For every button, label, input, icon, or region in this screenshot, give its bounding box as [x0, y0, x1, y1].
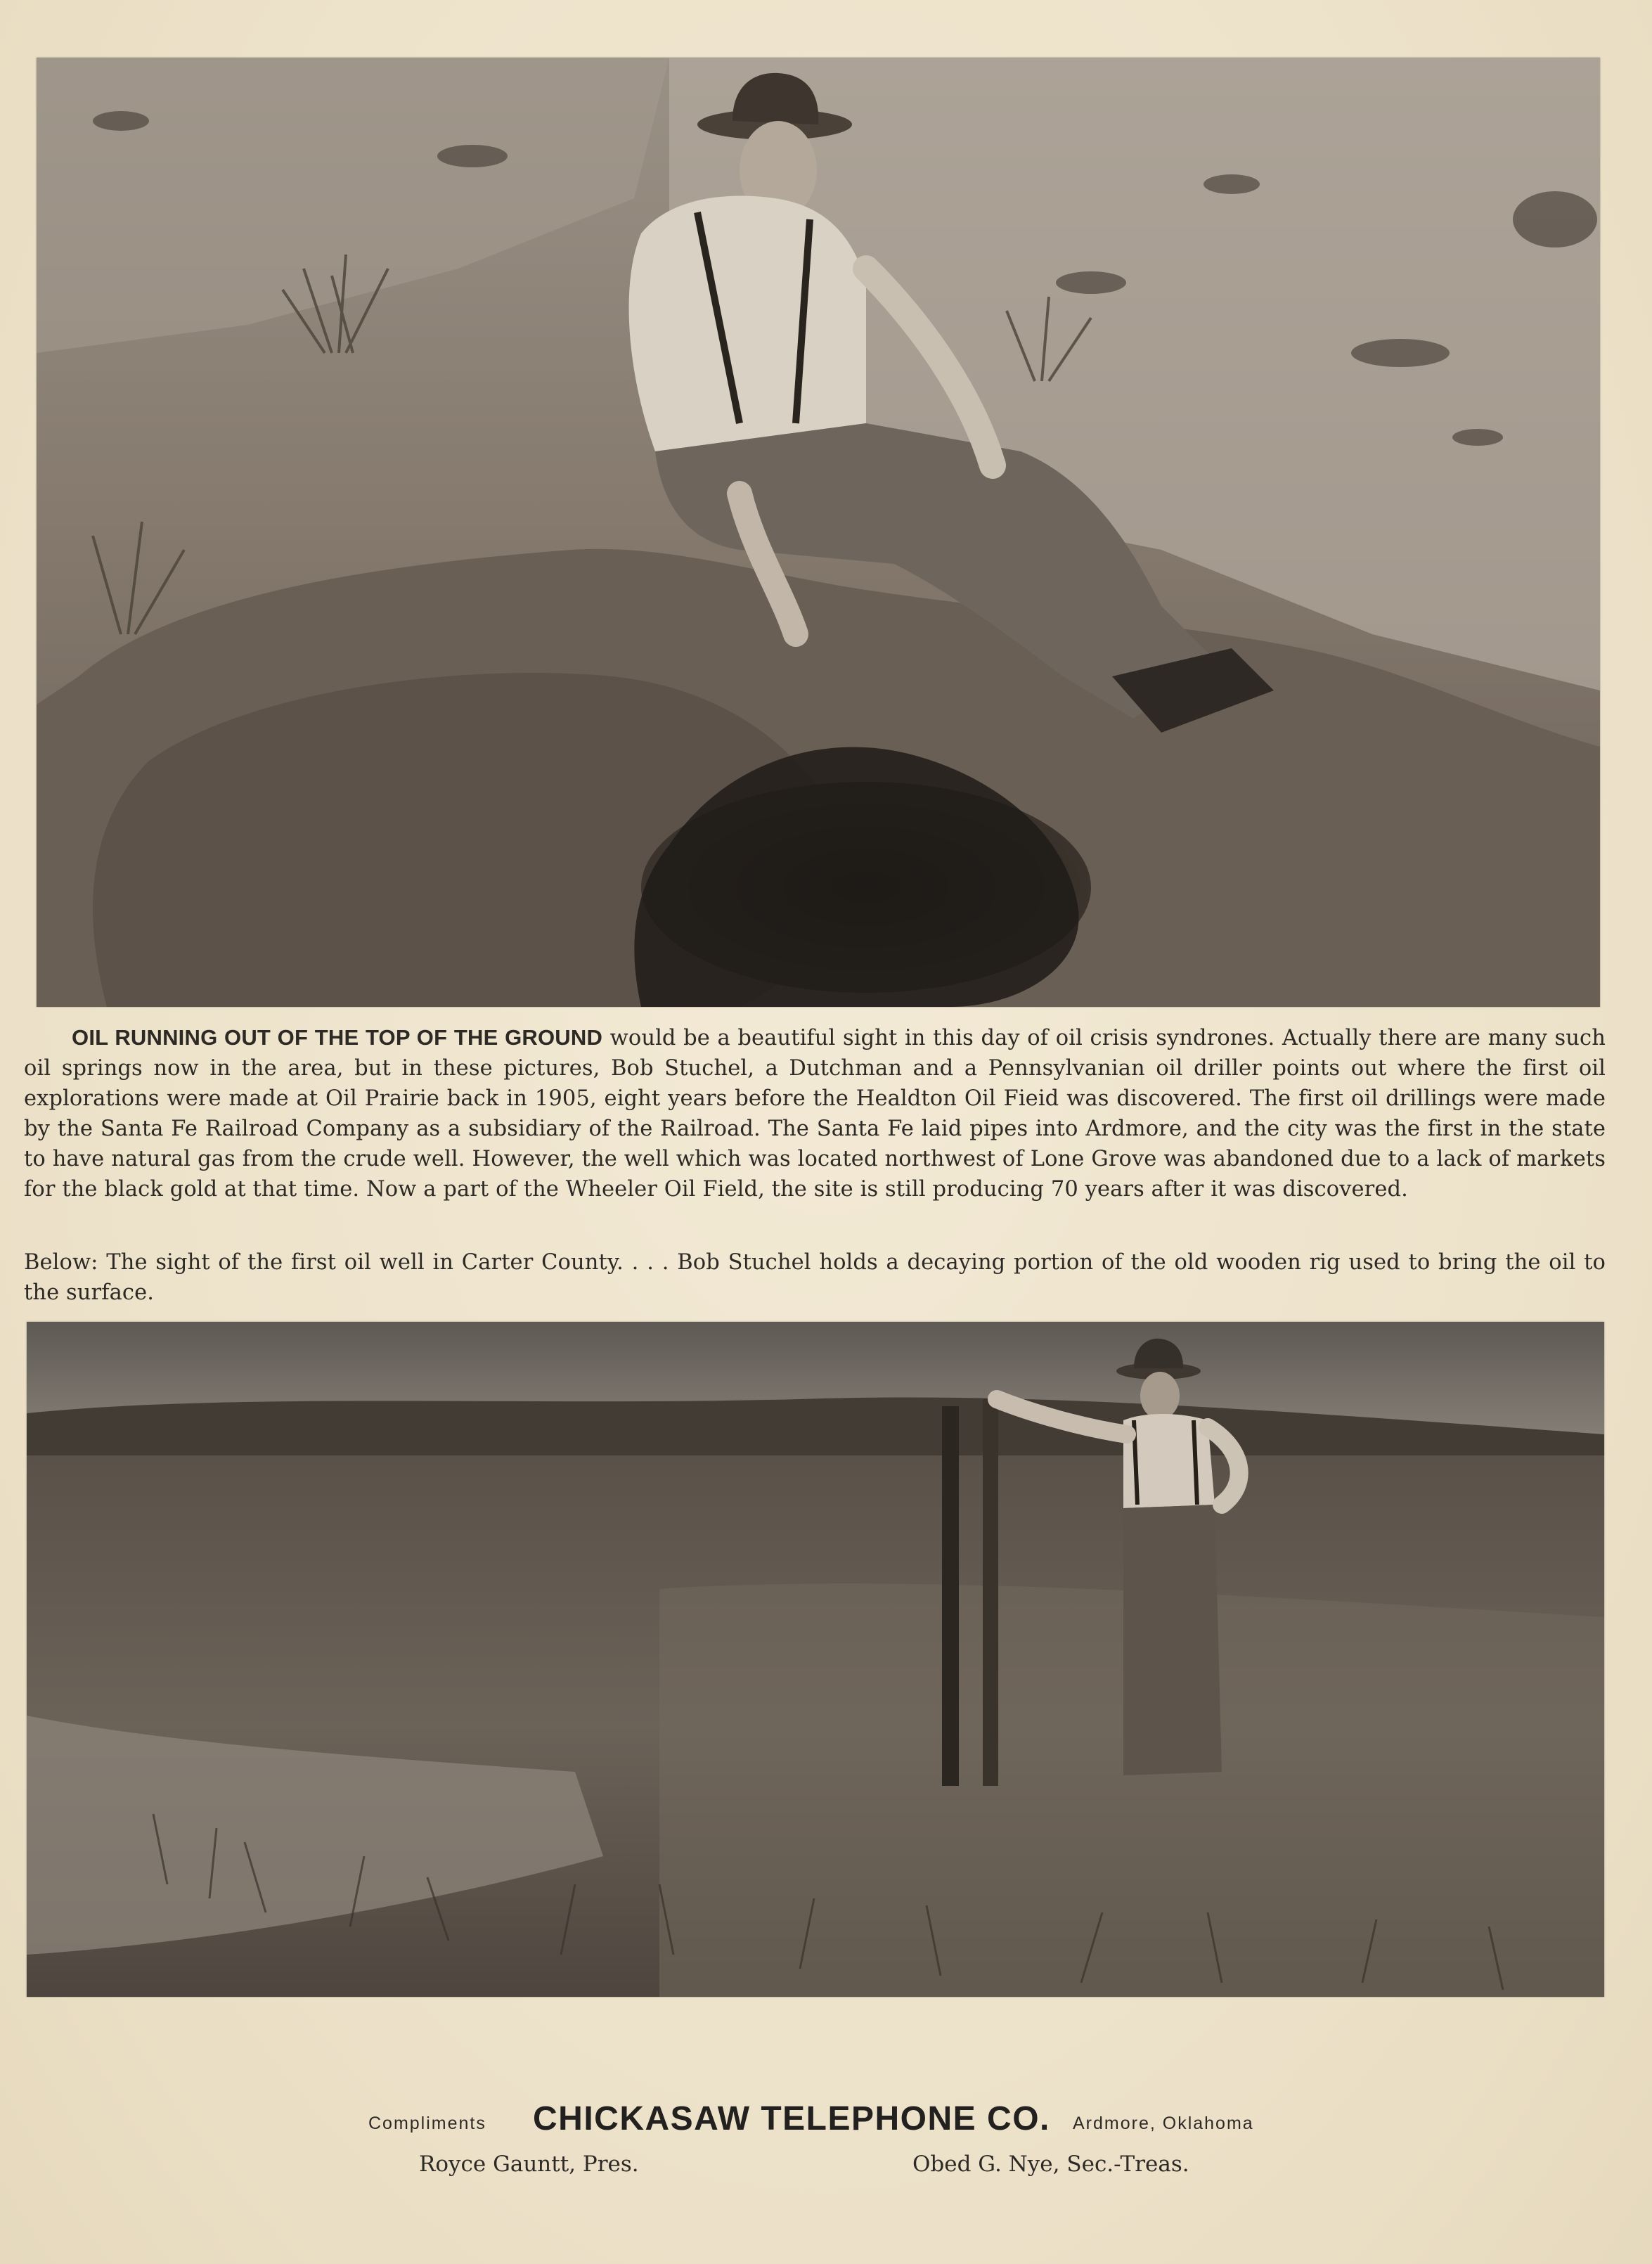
caption-body: would be a beautiful sight in this day of oil crisis syndrones. Actually there are many such oil springs now in the area, but in these pictures, Bob Stuchel, a Dutchman and a Pennsylvanian oil driller points out where the first oil explorations were made at Oil Prairie back in 1905, eight years before the Healdton Oil Fieid was discovered. The first oil drillings were made by the Santa Fe Railroad Company as a subsidiary of the Railroad. The Santa Fe laid pipes into Ardmore, and the city was the first in the state to have natural gas from the crude well. However, the well which was located northwest of Lone Grove was abandoned due to a lack of markets for the black gold at that time. Now a part of the Wheeler Oil Field, the site is still producing 70 years after it was discovered.	[24, 1026, 1606, 1202]
compliments-label: Compliments	[368, 2114, 486, 2133]
treasurer-name: Obed G. Nye, Sec.-Treas.	[912, 2152, 1189, 2177]
below-caption: Below: The sight of the first oil well in Carter County. . . . Bob Stuchel holds a decaying portion of the old wooden rig used to bring the oil to the surface.	[24, 1250, 1606, 1305]
president-name: Royce Gauntt, Pres.	[419, 2152, 639, 2177]
photo-oil-spring-image	[37, 58, 1600, 1007]
company-name: CHICKASAW TELEPHONE CO.	[533, 2100, 1050, 2137]
footer-officers-line	[0, 2152, 1652, 2187]
footer-sponsor-line	[0, 2099, 1652, 2144]
photo-first-oil-well	[27, 1322, 1604, 1997]
company-location: Ardmore, Oklahoma	[1073, 2114, 1254, 2133]
photo-oil-spring	[37, 58, 1600, 1007]
rig-post	[942, 1406, 959, 1786]
main-caption	[24, 1022, 1606, 1204]
photo-first-oil-well-image	[27, 1322, 1604, 1997]
caption-lead: OIL RUNNING OUT OF THE TOP OF THE GROUND	[72, 1025, 603, 1050]
